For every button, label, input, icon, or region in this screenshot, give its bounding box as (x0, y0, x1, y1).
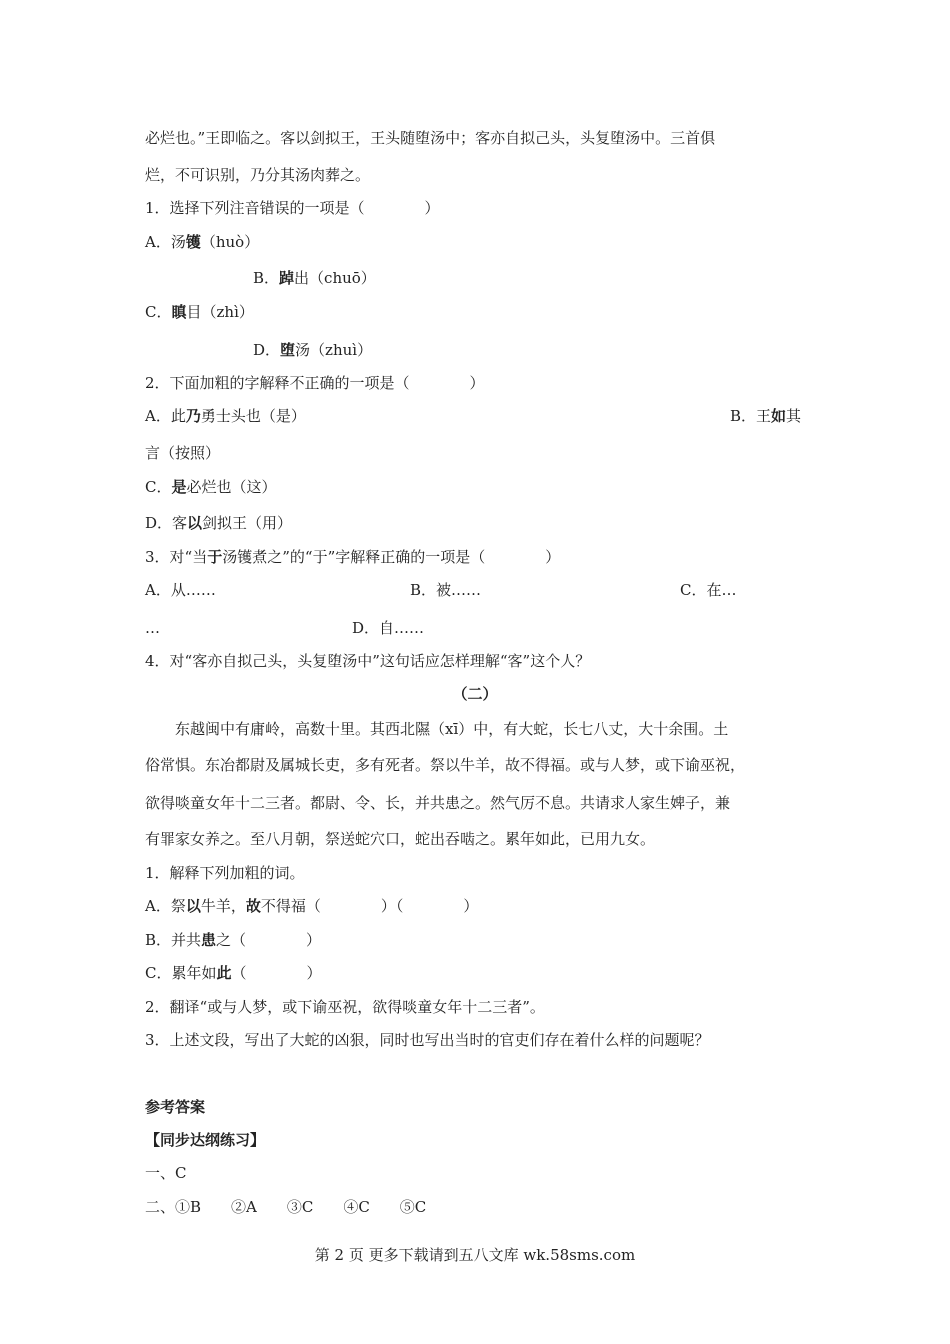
option-continuation: … (145, 619, 160, 637)
option: A．此乃勇士头也（是） (145, 407, 306, 425)
option: A．汤镬（huò） (145, 233, 260, 251)
passage-line: 东越闽中有庸岭，高数十里。其西北隰（xī）中，有大蛇，长七八丈，大十余围。土 (175, 720, 729, 738)
question-stem: 1．解释下列加粗的词。 (145, 864, 305, 882)
option: C．是必烂也（这） (145, 478, 277, 496)
question-stem: 3．对“当于汤镬煮之”的“于”字解释正确的一项是（ ） (145, 548, 561, 566)
option: A．从…… (145, 581, 216, 599)
answer-line: 一、C (145, 1164, 187, 1182)
option: A．祭以牛羊，故不得福（ ）（ ） (145, 897, 479, 915)
option: C．在… (680, 581, 737, 599)
question-stem: 1．选择下列注音错误的一项是（ ） (145, 199, 440, 217)
option: D．堕汤（zhuì） (253, 341, 373, 359)
option-continuation: 言（按照） (145, 444, 221, 462)
option: B．王如其 (730, 407, 802, 425)
option: B．被…… (410, 581, 482, 599)
option: D．自…… (352, 619, 425, 637)
option: C．累年如此（ ） (145, 964, 322, 982)
page-footer: 第 2 页 更多下载请到五八文库 wk.58sms.com (314, 1246, 636, 1264)
option: B．踔出（chuō） (253, 269, 376, 287)
answers-subtitle: 【同步达纲练习】 (145, 1131, 266, 1149)
option: D．客以剑拟王（用） (145, 514, 293, 532)
question-stem: 4．对“客亦自拟己头，头复堕汤中”这句话应怎样理解“客”这个人？ (145, 652, 591, 670)
option: C．瞋目（zhì） (145, 303, 254, 321)
question-stem: 2．翻译“或与人梦，或下谕巫祝，欲得啖童女年十二三者”。 (145, 998, 545, 1016)
answers-title: 参考答案 (145, 1098, 206, 1116)
passage-line: 俗常惧。东冶都尉及属城长吏，多有死者。祭以牛羊，故不得福。或与人梦，或下谕巫祝， (145, 756, 746, 774)
passage-line: 必烂也。”王即临之。客以剑拟王，王头随堕汤中；客亦自拟己头，头复堕汤中。三首俱 (145, 129, 716, 147)
answer-line: 二、①B ②A ③C ④C ⑤C (145, 1198, 427, 1216)
section-title: （二） (452, 685, 498, 703)
question-stem: 2．下面加粗的字解释不正确的一项是（ ） (145, 374, 485, 392)
passage-line: 烂，不可识别，乃分其汤肉葬之。 (145, 166, 371, 184)
passage-line: 有罪家女养之。至八月朝，祭送蛇穴口，蛇出吞啮之。累年如此，已用九女。 (145, 830, 656, 848)
question-stem: 3．上述文段，写出了大蛇的凶狠，同时也写出当时的官吏们存在着什么样的问题呢？ (145, 1031, 710, 1049)
option: B．并共患之（ ） (145, 931, 322, 949)
passage-line: 欲得啖童女年十二三者。都尉、令、长，并共患之。然气厉不息。共请求人家生婢子，兼 (145, 794, 731, 812)
